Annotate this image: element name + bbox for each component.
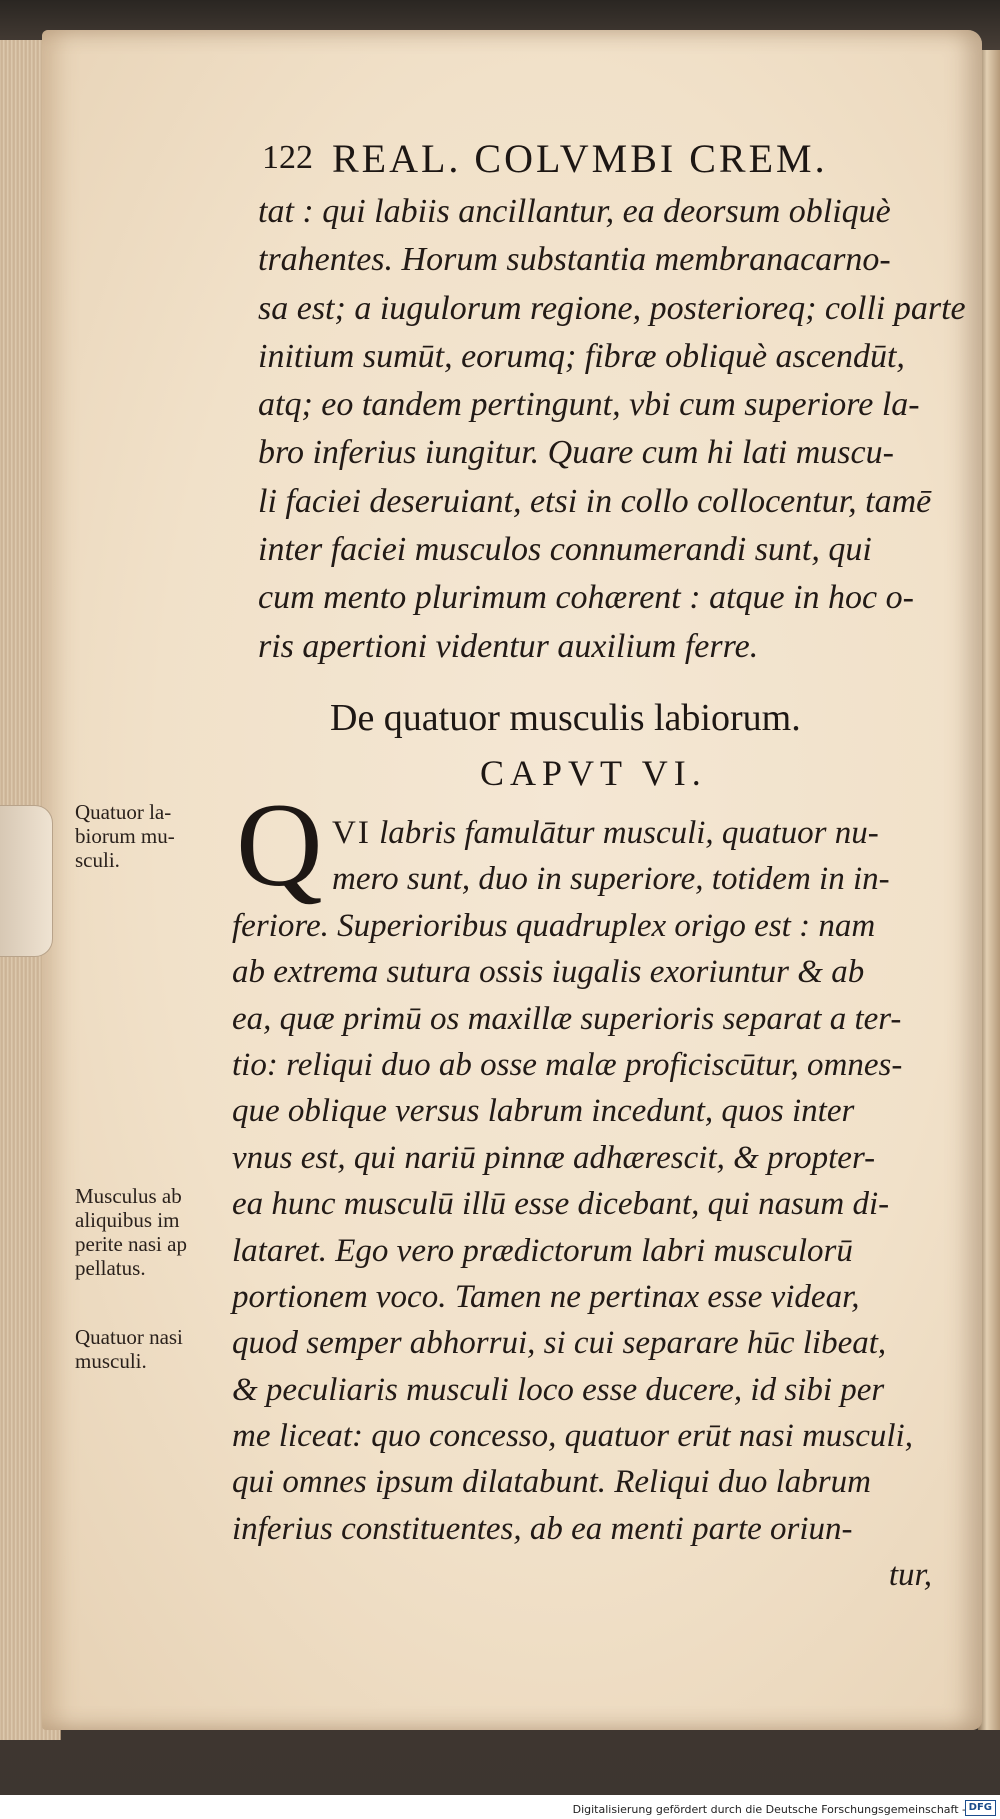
margin-note [75, 1184, 187, 1280]
text-line: trahentes. Horum substantia membranacarno- [258, 241, 891, 279]
text-line: ea hunc musculū illū esse dicebant, qui nasum di- [232, 1186, 890, 1223]
text-line [232, 810, 952, 856]
text-line: ab extrema sutura ossis iugalis exoriuntur & ab [232, 954, 865, 991]
margin-note-line: aliquibus im [75, 1208, 180, 1232]
body-paragraph [258, 188, 966, 671]
text-line: vnus est, qui nariū pinnæ adhærescit, & propter- [232, 1139, 876, 1176]
page-number: 122 [262, 139, 313, 176]
text-line: mero sunt, duo in superiore, totidem in in- [332, 861, 890, 898]
text-line: tat : qui labiis ancillantur, ea deorsum obliquè [258, 193, 891, 230]
text-line: bro inferius iungitur. Quare cum hi lati muscu- [258, 434, 894, 472]
text-line: que oblique versus labrum incedunt, quos inter [232, 1093, 855, 1130]
margin-note-line: biorum mu- [75, 824, 175, 848]
margin-note [75, 800, 175, 872]
text-line: initium sumūt, eorumq; fibræ obliquè ascendūt, [258, 337, 905, 375]
text-line: me liceat: quo concesso, quatuor erūt nasi musculi, [232, 1418, 913, 1455]
first-word: VI [332, 815, 371, 851]
margin-note [75, 1325, 183, 1373]
margin-note-line: Quatuor la- [75, 800, 172, 824]
margin-note-line: sculi. [75, 848, 120, 872]
dfg-logo: DFG [965, 1800, 996, 1816]
text-line: atq; eo tandem pertingunt, vbi cum superiore la- [258, 386, 920, 424]
text-line: tio: reliqui duo ab osse malæ proficiscūtur, omnes- [232, 1046, 903, 1083]
digitization-note: Digitalisierung gefördert durch die Deutsche Forschungsgemeinschaft - [572, 1803, 966, 1816]
text-line: inter faciei musculos connumerandi sunt, qui [258, 531, 872, 569]
text-line: inferius constituentes, ab ea menti parte oriun- [232, 1510, 853, 1547]
chapter-heading: CAPVT VI. [480, 753, 707, 793]
text-line: feriore. Superioribus quadruplex origo est : nam [232, 907, 876, 944]
margin-note-line: musculi. [75, 1349, 147, 1373]
drop-cap: Q [236, 778, 323, 911]
footer-bar [0, 1795, 1000, 1819]
book-clasp-tab [0, 805, 53, 957]
text-line: ris apertioni videntur auxilium ferre. [258, 627, 759, 665]
text-line: portionem voco. Tamen ne pertinax esse videar, [232, 1278, 860, 1315]
text-line: cum mento plurimum cohærent : atque in hoc o- [258, 579, 914, 617]
text-line: & peculiaris musculi loco esse ducere, id sibi per [232, 1371, 885, 1408]
margin-note-line: perite nasi ap [75, 1232, 187, 1256]
text-line: qui omnes ipsum dilatabunt. Reliqui duo labrum [232, 1464, 871, 1501]
margin-note-line: pellatus. [75, 1256, 146, 1280]
text-line-rest: labris famulātur musculi, quatuor nu- [370, 815, 879, 851]
margin-note-line: Quatuor nasi [75, 1325, 183, 1349]
running-title: REAL. COLVMBI CREM. [332, 136, 828, 181]
catchword: tur, [888, 1557, 932, 1594]
section-title: De quatuor musculis labiorum. [330, 697, 801, 739]
text-line: li faciei deseruiant, etsi in collo collocentur, tamē [258, 482, 932, 520]
text-line: lataret. Ego vero prædictorum labri musculorū [232, 1232, 853, 1269]
text-line: quod semper abhorrui, si cui separare hūc libeat, [232, 1325, 887, 1362]
text-line: sa est; a iugulorum regione, posterioreq; colli parte [258, 289, 966, 327]
margin-note-line: Musculus ab [75, 1184, 182, 1208]
text-line: ea, quæ primū os maxillæ superioris separat a ter- [232, 1000, 902, 1037]
chapter-paragraph [232, 810, 952, 1599]
